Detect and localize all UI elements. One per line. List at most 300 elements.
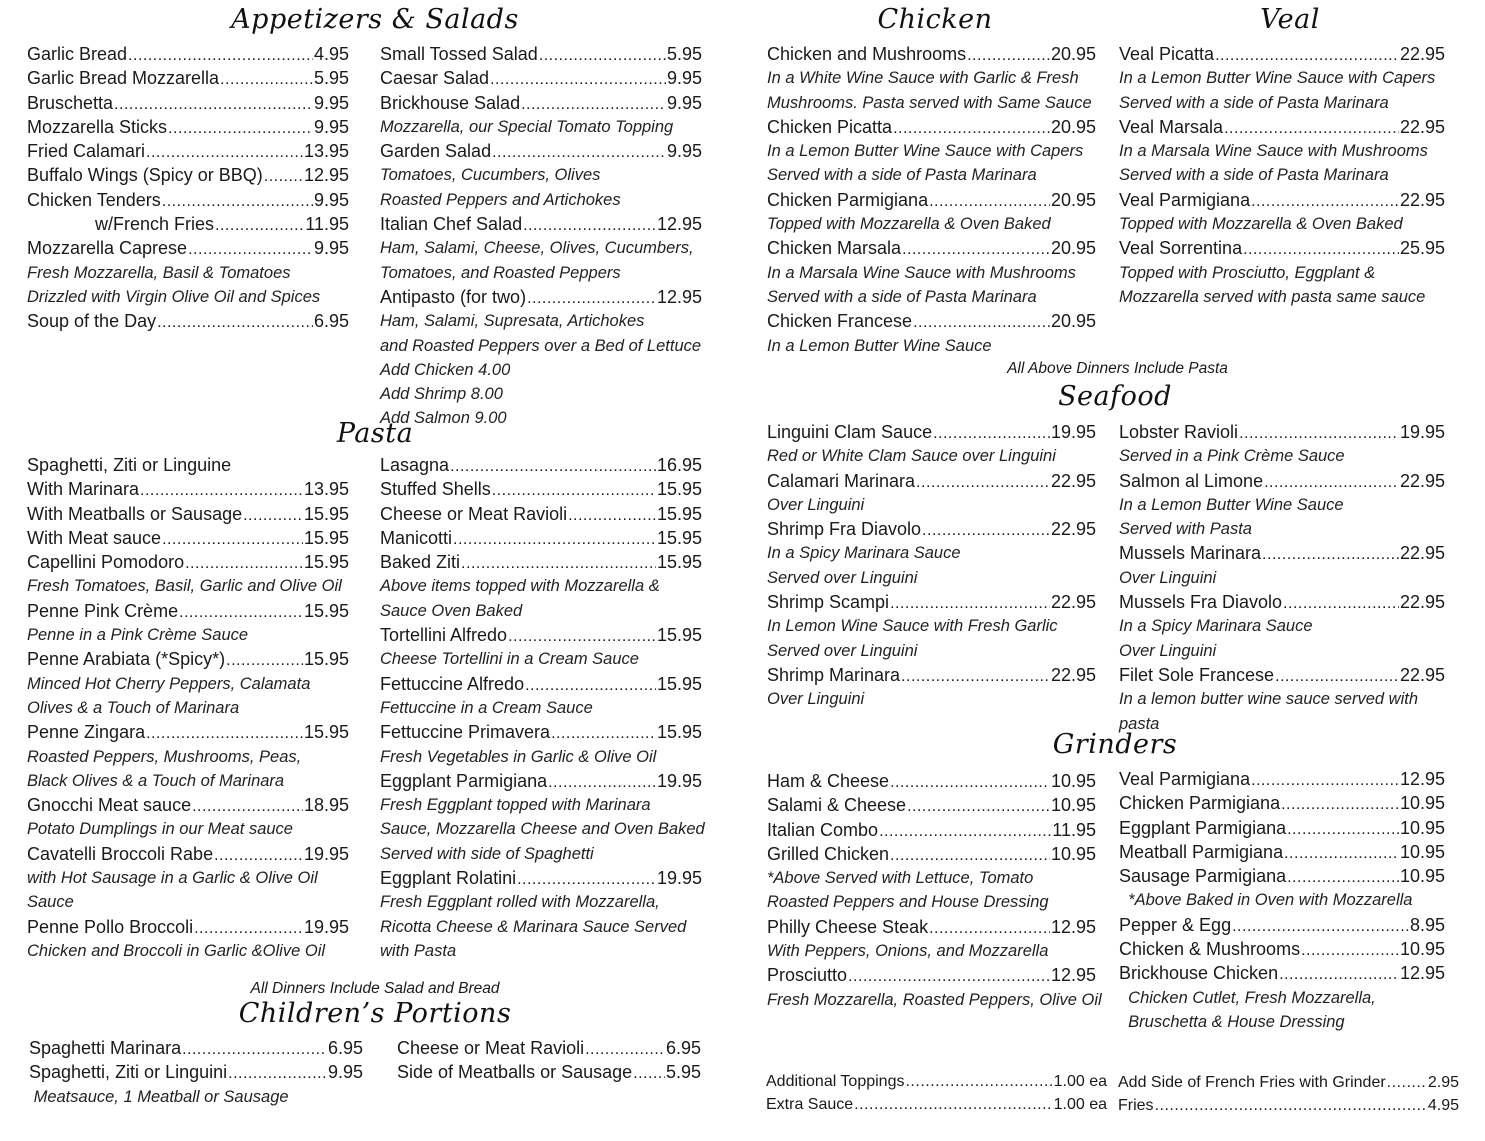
menu-item-price: 19.95 bbox=[656, 868, 702, 889]
menu-item bbox=[380, 139, 702, 163]
menu-item-name: Italian Chef Salad bbox=[380, 214, 523, 235]
menu-item bbox=[380, 623, 702, 647]
dot-leader bbox=[1279, 961, 1399, 987]
menu-item-name: Gnocchi Meat sauce bbox=[27, 795, 192, 816]
menu-item-price: 20.95 bbox=[1050, 238, 1096, 259]
menu-item-description: Red or White Clam Sauce over Linguini bbox=[767, 447, 1056, 466]
menu-item-price: 15.95 bbox=[303, 649, 349, 670]
menu-item-description: In a Spicy Marinara Sauce bbox=[767, 544, 961, 563]
dot-leader bbox=[453, 526, 656, 552]
menu-item-name: Penne Pollo Broccoli bbox=[27, 916, 194, 937]
menu-item-description: Add Chicken 4.00 bbox=[380, 360, 511, 379]
menu-item-price: 20.95 bbox=[1050, 189, 1096, 210]
note-all-dinners-salad-bread: All Dinners Include Salad and Bread bbox=[250, 980, 500, 997]
menu-item bbox=[380, 866, 702, 890]
menu-item-price: 10.95 bbox=[1399, 866, 1445, 887]
menu-item-description: Drizzled with Virgin Olive Oil and Spices bbox=[27, 287, 321, 306]
menu-item bbox=[380, 66, 702, 90]
menu-item-description: pasta bbox=[1119, 714, 1160, 733]
menu-item-price: 6.95 bbox=[327, 1038, 363, 1058]
menu-item-price: 15.95 bbox=[656, 503, 702, 524]
menu-item-price: 13.95 bbox=[303, 141, 349, 162]
menu-item-price: 22.95 bbox=[1399, 664, 1445, 685]
menu-item-description: Sauce bbox=[27, 893, 74, 912]
menu-item-description: Fresh Vegetables in Garlic & Olive Oil bbox=[380, 747, 657, 766]
dot-leader bbox=[214, 842, 303, 868]
menu-item-price: 9.95 bbox=[666, 141, 702, 162]
dot-leader bbox=[1155, 1094, 1427, 1117]
menu-item-price: 9.95 bbox=[666, 68, 702, 89]
menu-item-name: Penne Zingara bbox=[27, 722, 146, 743]
menu-item-name: Antipasto (for two) bbox=[380, 286, 527, 307]
menu-item bbox=[27, 42, 349, 66]
menu-item-description: Roasted Peppers and Artichokes bbox=[380, 190, 621, 209]
menu-item bbox=[27, 599, 349, 623]
menu-item-name: Veal Parmigiana bbox=[1119, 189, 1251, 210]
menu-item bbox=[27, 842, 349, 866]
menu-item-description: *Above Served with Lettuce, Tomato bbox=[767, 869, 1034, 888]
menu-item-name: Capellini Pomodoro bbox=[27, 552, 185, 573]
menu-item-name: Fettuccine Alfredo bbox=[380, 673, 525, 694]
extras-left-column bbox=[766, 1070, 1107, 1116]
menu-item-name: Eggplant Rolatini bbox=[380, 868, 517, 889]
menu-item-name: Garlic Bread bbox=[27, 44, 128, 64]
menu-item-description: Fresh Mozzarella, Roasted Peppers, Olive Oil bbox=[767, 990, 1102, 1009]
menu-item-price: 10.95 bbox=[1399, 817, 1445, 838]
menu-item bbox=[29, 1036, 363, 1060]
menu-item bbox=[27, 793, 349, 817]
menu-item bbox=[767, 769, 1096, 793]
menu-item bbox=[27, 115, 349, 139]
menu-item-description: Fettuccine in a Cream Sauce bbox=[380, 698, 593, 717]
menu-item-price: 9.95 bbox=[313, 116, 349, 137]
menu-item-description: Add Shrimp 8.00 bbox=[380, 385, 503, 404]
menu-item-description: In a Lemon Butter Wine Sauce with Capers bbox=[1119, 69, 1436, 88]
menu-item bbox=[27, 550, 349, 574]
heading-veal: Veal bbox=[1260, 4, 1320, 35]
dot-leader bbox=[1287, 864, 1399, 890]
menu-item-description: Black Olives & a Touch of Marinara bbox=[27, 771, 285, 790]
menu-item-price: 10.95 bbox=[1399, 841, 1445, 862]
menu-item-price: 9.95 bbox=[313, 238, 349, 259]
dot-leader bbox=[128, 42, 313, 68]
menu-item-name: Garden Salad bbox=[380, 141, 492, 162]
menu-item-price: 15.95 bbox=[656, 625, 702, 646]
menu-item-description: Tomatoes, and Roasted Peppers bbox=[380, 263, 621, 282]
menu-item bbox=[767, 420, 1096, 444]
menu-item bbox=[1119, 42, 1445, 66]
menu-item bbox=[27, 188, 349, 212]
menu-item-price: 9.95 bbox=[666, 92, 702, 113]
menu-item-description: *Above Baked in Oven with Mozzarella bbox=[1119, 891, 1413, 910]
menu-item-name: Additional Toppings bbox=[766, 1073, 905, 1090]
menu-item bbox=[1119, 840, 1445, 864]
menu-item-name: Veal Picatta bbox=[1119, 44, 1215, 64]
note-all-above-dinners-pasta: All Above Dinners Include Pasta bbox=[1007, 360, 1228, 377]
menu-item-name: Eggplant Parmigiana bbox=[380, 770, 548, 791]
menu-item-price: 19.95 bbox=[1050, 422, 1096, 442]
menu-item bbox=[380, 212, 702, 236]
dot-leader bbox=[1239, 420, 1399, 446]
menu-item bbox=[767, 963, 1096, 987]
menu-item-price: 22.95 bbox=[1399, 592, 1445, 613]
menu-item-price: 19.95 bbox=[303, 843, 349, 864]
dot-leader bbox=[1275, 663, 1399, 689]
menu-item-price: 15.95 bbox=[656, 552, 702, 573]
menu-item-price: 19.95 bbox=[1399, 422, 1445, 442]
dot-leader bbox=[508, 623, 656, 649]
dot-leader bbox=[228, 1060, 327, 1086]
appetizers-right-column bbox=[380, 42, 702, 431]
heading-grinders: Grinders bbox=[1052, 729, 1178, 760]
menu-item-description: Served with Pasta bbox=[1119, 520, 1252, 539]
menu-item-name: Fries bbox=[1118, 1097, 1154, 1114]
menu-item bbox=[27, 163, 349, 187]
menu-item-price: 12.95 bbox=[1399, 963, 1445, 984]
menu-subheading: Spaghetti, Ziti or Linguine bbox=[27, 455, 232, 475]
menu-item-price: 12.95 bbox=[656, 286, 702, 307]
menu-item-description: Served with a side of Pasta Marinara bbox=[767, 287, 1037, 306]
menu-item-price: 12.95 bbox=[1050, 916, 1096, 937]
menu-item-name: Chicken Francese bbox=[767, 311, 913, 332]
menu-item-description: In a Spicy Marinara Sauce bbox=[1119, 617, 1313, 636]
dot-leader bbox=[1301, 937, 1399, 963]
menu-item-name: Veal Parmigiana bbox=[1119, 769, 1251, 789]
menu-item-description: Served over Linguini bbox=[767, 568, 918, 587]
menu-item-description: Over Linguini bbox=[1119, 641, 1217, 660]
menu-item-price: 22.95 bbox=[1399, 44, 1445, 64]
dot-leader bbox=[1215, 42, 1399, 68]
menu-item-description: With Peppers, Onions, and Mozzarella bbox=[767, 942, 1049, 961]
dot-leader bbox=[1287, 816, 1399, 842]
appetizers-left-column bbox=[27, 42, 349, 334]
menu-item-price: 5.95 bbox=[313, 68, 349, 89]
dot-leader bbox=[1251, 188, 1399, 214]
menu-item-name: Veal Sorrentina bbox=[1119, 238, 1243, 259]
menu-item-description: Olives & a Touch of Marinara bbox=[27, 698, 240, 717]
menu-item-name: Chicken & Mushrooms bbox=[1119, 939, 1301, 960]
menu-item-price: 9.95 bbox=[327, 1062, 363, 1083]
menu-item bbox=[397, 1060, 701, 1084]
pasta-left-column bbox=[27, 453, 349, 963]
menu-item-price: 15.95 bbox=[303, 552, 349, 573]
menu-item-name: With Meatballs or Sausage bbox=[27, 503, 243, 524]
menu-item-description: Ham, Salami, Cheese, Olives, Cucumbers, bbox=[380, 239, 694, 258]
menu-item-description: Minced Hot Cherry Peppers, Calamata bbox=[27, 674, 311, 693]
menu-item-description: Ham, Salami, Supresata, Artichokes bbox=[380, 312, 645, 331]
menu-item bbox=[1118, 1071, 1459, 1094]
menu-item-price: 12.95 bbox=[656, 214, 702, 235]
dot-leader bbox=[1243, 236, 1399, 262]
menu-item-description: Mozzarella served with pasta same sauce bbox=[1119, 287, 1426, 306]
menu-item-price: 16.95 bbox=[656, 455, 702, 475]
menu-item-name: Shrimp Fra Diavolo bbox=[767, 519, 922, 540]
dot-leader bbox=[879, 818, 1051, 844]
dot-leader bbox=[146, 139, 303, 165]
dot-leader bbox=[929, 188, 1050, 214]
menu-item-price: 9.95 bbox=[313, 189, 349, 210]
dot-leader bbox=[146, 720, 303, 746]
dot-leader bbox=[890, 590, 1050, 616]
menu-item bbox=[1119, 913, 1445, 937]
menu-item-name: Salami & Cheese bbox=[767, 795, 907, 816]
menu-item-price: 15.95 bbox=[303, 527, 349, 548]
menu-item-name: Mussels Fra Diavolo bbox=[1119, 592, 1283, 613]
menu-item-description: Add Salmon 9.00 bbox=[380, 409, 507, 428]
menu-item bbox=[380, 42, 702, 66]
children-left-column bbox=[29, 1036, 363, 1109]
menu-item-name: Lasagna bbox=[380, 455, 450, 475]
dot-leader bbox=[967, 42, 1050, 68]
menu-item bbox=[380, 285, 702, 309]
menu-item-price: 1.00 ea bbox=[1053, 1073, 1107, 1090]
dot-leader bbox=[194, 915, 303, 941]
menu-item bbox=[1119, 420, 1445, 444]
menu-item-price: 15.95 bbox=[303, 722, 349, 743]
menu-item-description: In a Lemon Butter Wine Sauce bbox=[1119, 495, 1344, 514]
menu-item bbox=[767, 115, 1096, 139]
dot-leader bbox=[1281, 791, 1399, 817]
menu-item-description: Above items topped with Mozzarella & bbox=[380, 577, 660, 596]
menu-item bbox=[767, 590, 1096, 614]
menu-item bbox=[1119, 663, 1445, 687]
menu-item-price: 22.95 bbox=[1399, 543, 1445, 564]
menu-item-name: Bruschetta bbox=[27, 92, 114, 113]
menu-item-name: Extra Sauce bbox=[766, 1096, 854, 1113]
menu-item bbox=[380, 720, 702, 744]
menu-item-description: Tomatoes, Cucumbers, Olives bbox=[380, 166, 601, 185]
menu-item-price: 15.95 bbox=[303, 503, 349, 524]
dot-leader bbox=[633, 1060, 665, 1086]
menu-item-name: Chicken Marsala bbox=[767, 238, 902, 259]
menu-item bbox=[766, 1070, 1107, 1093]
dot-leader bbox=[523, 212, 656, 238]
menu-item-price: 22.95 bbox=[1050, 592, 1096, 613]
dot-leader bbox=[1251, 767, 1399, 793]
menu-item-price: 19.95 bbox=[656, 770, 702, 791]
menu-item bbox=[27, 66, 349, 90]
menu-item-description: Served in a Pink Crème Sauce bbox=[1119, 447, 1345, 466]
menu-item-description: Served over Linguini bbox=[767, 641, 918, 660]
menu-item bbox=[27, 477, 349, 501]
menu-item-description: Fresh Eggplant rolled with Mozzarella, bbox=[380, 893, 660, 912]
menu-item-name: Cavatelli Broccoli Rabe bbox=[27, 843, 214, 864]
menu-item bbox=[767, 42, 1096, 66]
menu-item-description: Fresh Mozzarella, Basil & Tomatoes bbox=[27, 263, 291, 282]
menu-item-name: Spaghetti Marinara bbox=[29, 1038, 182, 1058]
menu-item-name: Small Tossed Salad bbox=[380, 44, 538, 64]
seafood-right-column bbox=[1119, 420, 1445, 736]
menu-item-price: 15.95 bbox=[656, 673, 702, 694]
menu-item bbox=[767, 915, 1096, 939]
menu-item-price: 10.95 bbox=[1399, 793, 1445, 814]
dot-leader bbox=[461, 550, 656, 576]
menu-item-price: 22.95 bbox=[1399, 470, 1445, 491]
menu-item-price: 8.95 bbox=[1409, 914, 1445, 935]
menu-item-price: 22.95 bbox=[1050, 664, 1096, 685]
menu-item-name: Buffalo Wings (Spicy or BBQ) bbox=[27, 165, 263, 186]
heading-pasta: Pasta bbox=[336, 418, 414, 449]
menu-item bbox=[1119, 816, 1445, 840]
menu-item-name: Filet Sole Francese bbox=[1119, 664, 1275, 685]
menu-item-description: Over Linguini bbox=[1119, 568, 1217, 587]
menu-item-name: With Meat sauce bbox=[27, 527, 162, 548]
menu-item-price: 20.95 bbox=[1050, 311, 1096, 332]
menu-item-name: Soup of the Day bbox=[27, 311, 157, 332]
menu-item-description: Sauce Oven Baked bbox=[380, 601, 523, 620]
menu-item-name: Fettuccine Primavera bbox=[380, 722, 551, 743]
menu-item-price: 5.95 bbox=[665, 1062, 701, 1083]
menu-item-description: Fresh Eggplant topped with Marinara bbox=[380, 796, 651, 815]
menu-item-name: Pepper & Egg bbox=[1119, 914, 1232, 935]
menu-item-price: 20.95 bbox=[1050, 44, 1096, 64]
menu-item-name: Shrimp Scampi bbox=[767, 592, 890, 613]
dot-leader bbox=[527, 285, 656, 311]
menu-item-name: Lobster Ravioli bbox=[1119, 422, 1239, 442]
dot-leader bbox=[162, 526, 303, 552]
menu-item bbox=[1119, 469, 1445, 493]
menu-item-description: In a lemon butter wine sauce served with bbox=[1119, 690, 1418, 709]
menu-item-name: Sausage Parmigiana bbox=[1119, 866, 1287, 887]
menu-item bbox=[27, 309, 349, 333]
dot-leader bbox=[916, 469, 1050, 495]
menu-item bbox=[1119, 236, 1445, 260]
dot-leader bbox=[220, 66, 313, 92]
menu-item-price: 12.95 bbox=[303, 165, 349, 186]
dot-leader bbox=[854, 1093, 1052, 1116]
dot-leader bbox=[1232, 913, 1409, 939]
menu-item-price: 6.95 bbox=[665, 1038, 701, 1058]
menu-item-description: Over Linguini bbox=[767, 495, 865, 514]
menu-item bbox=[767, 842, 1096, 866]
extras-right-column bbox=[1118, 1071, 1459, 1117]
menu-item-description: Roasted Peppers and House Dressing bbox=[767, 893, 1049, 912]
menu-item-name: Mozzarella Caprese bbox=[27, 238, 188, 259]
dot-leader bbox=[179, 599, 303, 625]
menu-item bbox=[27, 720, 349, 744]
dot-leader bbox=[185, 550, 303, 576]
dot-leader bbox=[264, 163, 303, 189]
menu-item-price: 9.95 bbox=[313, 92, 349, 113]
menu-item bbox=[27, 647, 349, 671]
menu-item-name: Cheese or Meat Ravioli bbox=[380, 503, 568, 524]
dot-leader bbox=[568, 502, 656, 528]
menu-item-price: 22.95 bbox=[1050, 519, 1096, 540]
menu-item-description: Bruschetta & House Dressing bbox=[1119, 1012, 1345, 1031]
menu-item bbox=[1119, 864, 1445, 888]
dot-leader bbox=[929, 915, 1050, 941]
menu-item-description: with Hot Sausage in a Garlic & Olive Oil bbox=[27, 869, 318, 888]
menu-item-description: Served with a side of Pasta Marinara bbox=[1119, 93, 1389, 112]
menu-item-price: 22.95 bbox=[1399, 116, 1445, 137]
menu-item-description: Sauce, Mozzarella Cheese and Oven Baked bbox=[380, 820, 705, 839]
menu-item-price: 4.95 bbox=[1427, 1097, 1459, 1114]
seafood-left-column bbox=[767, 420, 1096, 712]
heading-chicken: Chicken bbox=[877, 4, 993, 35]
dot-leader bbox=[243, 502, 303, 528]
menu-item-name: Stuffed Shells bbox=[380, 479, 491, 500]
dot-leader bbox=[114, 91, 313, 117]
menu-item-name: Philly Cheese Steak bbox=[767, 916, 929, 937]
menu-item-name: Chicken Tenders bbox=[27, 189, 161, 210]
menu-item-name: Meatball Parmigiana bbox=[1119, 841, 1284, 862]
menu-item-name: Grilled Chicken bbox=[767, 843, 890, 864]
menu-item bbox=[767, 818, 1096, 842]
menu-item-price: 15.95 bbox=[656, 527, 702, 548]
dot-leader bbox=[548, 769, 656, 795]
menu-item-name: Side of Meatballs or Sausage bbox=[397, 1062, 633, 1083]
heading-appetizers-salads: Appetizers & Salads bbox=[231, 4, 519, 35]
menu-item-name: Baked Ziti bbox=[380, 552, 461, 573]
menu-item-name: Salmon al Limone bbox=[1119, 470, 1264, 491]
menu-item bbox=[1119, 590, 1445, 614]
menu-item-name: Calamari Marinara bbox=[767, 470, 916, 491]
menu-item-name: Prosciutto bbox=[767, 965, 848, 986]
menu-item bbox=[380, 769, 702, 793]
menu-item-name: Brickhouse Chicken bbox=[1119, 963, 1279, 984]
dot-leader bbox=[168, 115, 313, 141]
dot-leader bbox=[215, 212, 304, 238]
dot-leader bbox=[1262, 541, 1399, 567]
dot-leader bbox=[490, 66, 666, 92]
chicken-column bbox=[767, 42, 1096, 358]
menu-item bbox=[767, 793, 1096, 817]
dot-leader bbox=[551, 720, 656, 746]
dot-leader bbox=[907, 793, 1050, 819]
menu-item-name: w/French Fries bbox=[95, 214, 215, 235]
menu-item-name: Penne Pink Crème bbox=[27, 600, 179, 621]
menu-item-price: 6.95 bbox=[313, 311, 349, 332]
menu-item bbox=[766, 1093, 1107, 1116]
menu-item-price: 15.95 bbox=[656, 722, 702, 743]
menu-item-description: Mozzarella, our Special Tomato Topping bbox=[380, 117, 674, 136]
menu-item bbox=[767, 663, 1096, 687]
grinders-left-column bbox=[767, 769, 1102, 1012]
menu-item-description: In a White Wine Sauce with Garlic & Fresh bbox=[767, 69, 1079, 88]
pasta-right-column bbox=[380, 453, 705, 963]
menu-item-description: Served with side of Spaghetti bbox=[380, 844, 594, 863]
menu-item-name: Add Side of French Fries with Grinder bbox=[1118, 1074, 1386, 1091]
menu-item-description: Served with a side of Pasta Marinara bbox=[1119, 166, 1389, 185]
menu-item-price: 18.95 bbox=[303, 795, 349, 816]
menu-item bbox=[397, 1036, 701, 1060]
menu-item-price: 11.95 bbox=[305, 214, 349, 235]
menu-item-name: Penne Arabiata (*Spicy*) bbox=[27, 649, 226, 670]
menu-item bbox=[27, 236, 349, 260]
menu-item bbox=[380, 91, 702, 115]
menu-item-description: Over Linguini bbox=[767, 690, 865, 709]
dot-leader bbox=[226, 647, 303, 673]
dot-leader bbox=[913, 309, 1050, 335]
menu-item bbox=[380, 526, 702, 550]
dot-leader bbox=[848, 963, 1050, 989]
menu-item-name: Chicken Parmigiana bbox=[767, 189, 929, 210]
menu-item bbox=[767, 309, 1096, 333]
dot-leader bbox=[1264, 469, 1399, 495]
menu-item-name: Garlic Bread Mozzarella bbox=[27, 68, 220, 89]
menu-item-description: In a Marsala Wine Sauce with Mushrooms bbox=[767, 263, 1076, 282]
heading-childrens-portions: Children’s Portions bbox=[238, 998, 512, 1029]
menu-item bbox=[27, 502, 349, 526]
dot-leader bbox=[182, 1036, 327, 1062]
veal-column bbox=[1119, 42, 1445, 309]
menu-item-price: 1.00 ea bbox=[1053, 1096, 1107, 1113]
menu-item bbox=[29, 1060, 363, 1084]
dot-leader bbox=[517, 866, 656, 892]
dot-leader bbox=[539, 42, 666, 68]
menu-item-price: 15.95 bbox=[656, 479, 702, 500]
menu-item bbox=[380, 477, 702, 501]
